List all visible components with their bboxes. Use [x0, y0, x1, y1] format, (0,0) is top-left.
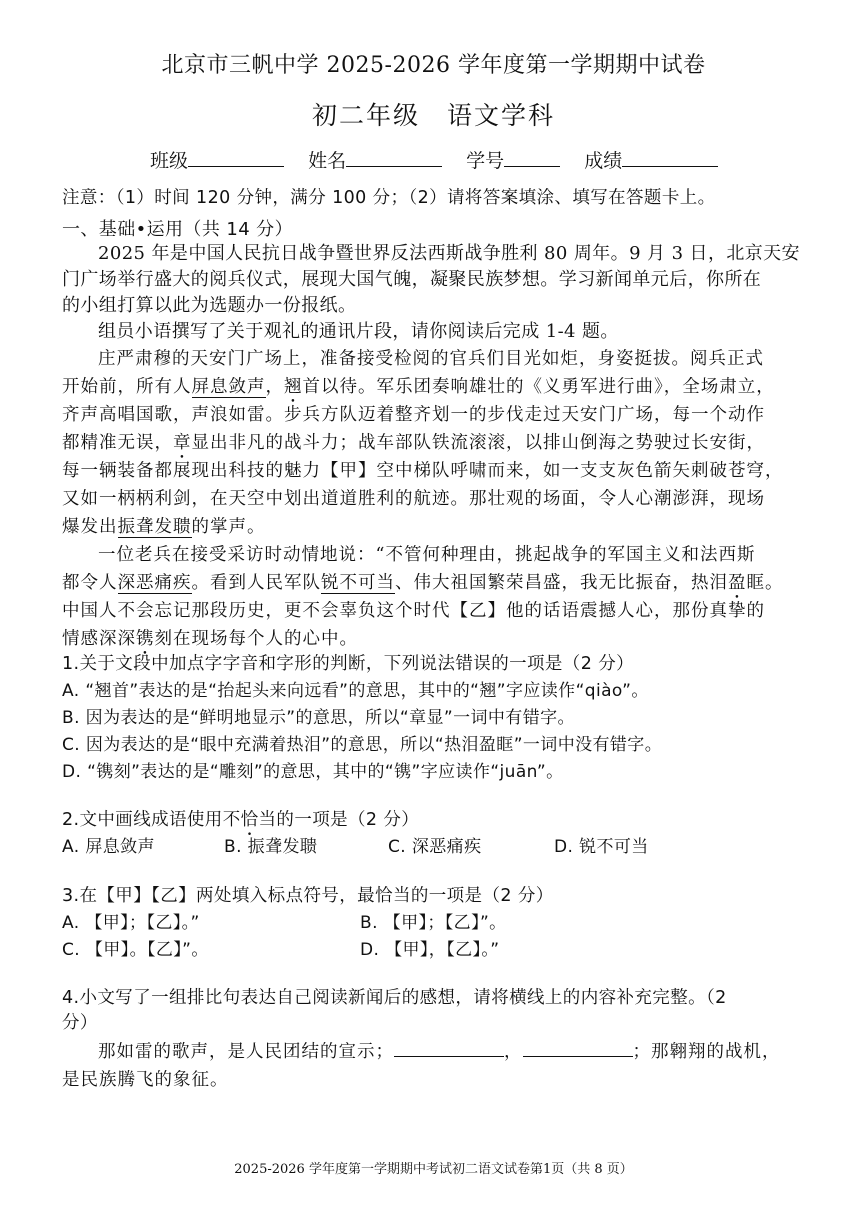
- passage-line: 一位老兵在接受采访时动情地说：“不管何种理由，挑起战争的军国主义和法西斯: [98, 545, 756, 565]
- underlined-idiom: 屏息敛声: [191, 377, 266, 397]
- passage-line: 都精准无误，章显出非凡的战斗力；战车部队铁流滚滚，以排山倒海之势驶过长安街，: [62, 433, 765, 453]
- passage-line: 中国人不会忘记那段历史，更不会辜负这个时代【乙】他的话语震撼人心，那份真挚的: [62, 601, 765, 621]
- dotted-char: 恰: [240, 810, 259, 830]
- passage-line: 开始前，所有人屏息敛声，翘首以待。军乐团奏响雄壮的《义勇军进行曲》，全场肃立，: [62, 377, 775, 397]
- underlined-idiom: 振聋发聩: [117, 517, 192, 537]
- question-3-stem: 3.在【甲】【乙】两处填入标点符号，最恰当的一项是（2 分）: [62, 886, 554, 906]
- class-blank[interactable]: [188, 148, 284, 167]
- dotted-char: 章: [173, 433, 192, 453]
- question-1-option-d[interactable]: D. “镌刻”表达的是“雕刻”的意思，其中的“镌”字应读作“juān”。: [62, 762, 564, 782]
- answer-blank-1[interactable]: [394, 1040, 504, 1057]
- exam-title: 北京市三帆中学 2025-2026 学年度第一学期期中试卷: [161, 53, 706, 78]
- question-4-answer-line: 那如雷的歌声，是人民团结的宣示； ， ；那翱翔的战机，: [98, 1042, 781, 1062]
- underlined-idiom: 深恶痛疾: [117, 573, 192, 593]
- answer-blank-2[interactable]: [523, 1040, 633, 1057]
- question-3-option-b[interactable]: B. 【甲】；【乙】”。: [360, 913, 507, 933]
- student-info-row: [150, 146, 736, 173]
- score-label: 成绩: [584, 150, 623, 172]
- question-2-option-c[interactable]: C. 深恶痛疾: [388, 837, 482, 857]
- student-id-label: 学号: [466, 150, 505, 172]
- question-1-option-a[interactable]: A. “翘首”表达的是“抬起头来向远看”的意思，其中的“翘”字应读作“qiào”。: [62, 681, 649, 701]
- underlined-idiom: 锐不可当: [321, 573, 395, 593]
- question-1-option-c[interactable]: C. 因为表达的是“眼中充满着热泪”的意思，所以“热泪盈眶”一词中没有错字。: [62, 735, 663, 755]
- question-3-option-a[interactable]: A. 【甲】；【乙】。”: [62, 913, 200, 933]
- question-1-option-b[interactable]: B. 因为表达的是“鲜明地显示”的意思，所以“章显”一词中有错字。: [62, 708, 575, 728]
- dotted-char: 镌: [136, 629, 155, 649]
- question-2-option-b[interactable]: B. 振聋发聩: [224, 837, 318, 857]
- passage-line: 爆发出振聋发聩的掌声。: [62, 517, 266, 537]
- grade-subject-title: 初二年级 语文学科: [311, 101, 555, 130]
- passage-line: 齐声高唱国歌，声浪如雷。步兵方队迈着整齐划一的步伐走过天安门广场，每一个动作: [62, 405, 765, 425]
- dotted-char: 盈: [728, 573, 747, 593]
- section-heading: 一、基础•运用（共 14 分）: [62, 219, 293, 240]
- dotted-char: 翘: [284, 377, 303, 397]
- intro-line: 组员小语撰写了关于观礼的通讯片段，请你阅读后完成 1-4 题。: [98, 321, 619, 342]
- question-4-answer-line-2: 是民族腾飞的象征。: [62, 1070, 229, 1090]
- student-id-blank[interactable]: [504, 148, 560, 167]
- intro-line: 2025 年是中国人民抗日战争暨世界反法西斯战争胜利 80 周年。9 月 3 日，北京天安: [98, 243, 800, 264]
- name-label: 姓名: [308, 150, 347, 172]
- class-label: 班级: [150, 150, 189, 172]
- passage-line: 又如一柄柄利剑，在天空中划出道道胜利的航迹。那壮观的场面，令人心潮澎湃，现场: [62, 489, 765, 509]
- intro-line: 门广场举行盛大的阅兵仪式，展现大国气魄，凝聚民族梦想。学习新闻单元后，你所在: [62, 269, 762, 290]
- question-2-stem: 2.文中画线成语使用不恰当的一项是（2 分）: [62, 810, 420, 830]
- question-1-stem: 1.关于文段中加点字字音和字形的判断，下列说法错误的一项是（2 分）: [62, 654, 634, 674]
- question-4-stem-cont: 分）: [62, 1013, 98, 1033]
- question-3-option-c[interactable]: C. 【甲】。【乙】”。: [62, 940, 209, 960]
- question-2-option-d[interactable]: D. 锐不可当: [554, 837, 649, 857]
- score-blank[interactable]: [622, 148, 718, 167]
- passage-line: 情感深深镌刻在现场每个人的心中。: [62, 629, 358, 649]
- passage-line: 都令人深恶痛疾。看到人民军队锐不可当、伟大祖国繁荣昌盛，我无比振奋，热泪盈眶。: [62, 573, 784, 593]
- page-footer: 2025-2026 学年度第一学期期中考试初二语文试卷第1页（共 8 页）: [234, 1162, 633, 1177]
- name-blank[interactable]: [346, 148, 442, 167]
- question-3-option-d[interactable]: D. 【甲】，【乙】。”: [360, 940, 500, 960]
- passage-line: 每一辆装备都展现出科技的魅力【甲】空中梯队呼啸而来，如一支支灰色箭矢刺破苍穹，: [62, 461, 784, 481]
- question-2-option-a[interactable]: A. 屏息敛声: [62, 837, 155, 857]
- question-4-stem: 4.小文写了一组排比句表达自己阅读新闻后的感想，请将横线上的内容补充完整。（2: [62, 988, 727, 1008]
- passage-line: 庄严肃穆的天安门广场上，准备接受检阅的官兵们目光如炬，身姿挺拔。阅兵正式: [98, 349, 764, 369]
- notice: 注意：（1）时间 120 分钟，满分 100 分；（2）请将答案填涂、填写在答题卡上。: [62, 188, 716, 208]
- intro-line: 的小组打算以此为选题办一份报纸。: [62, 295, 357, 316]
